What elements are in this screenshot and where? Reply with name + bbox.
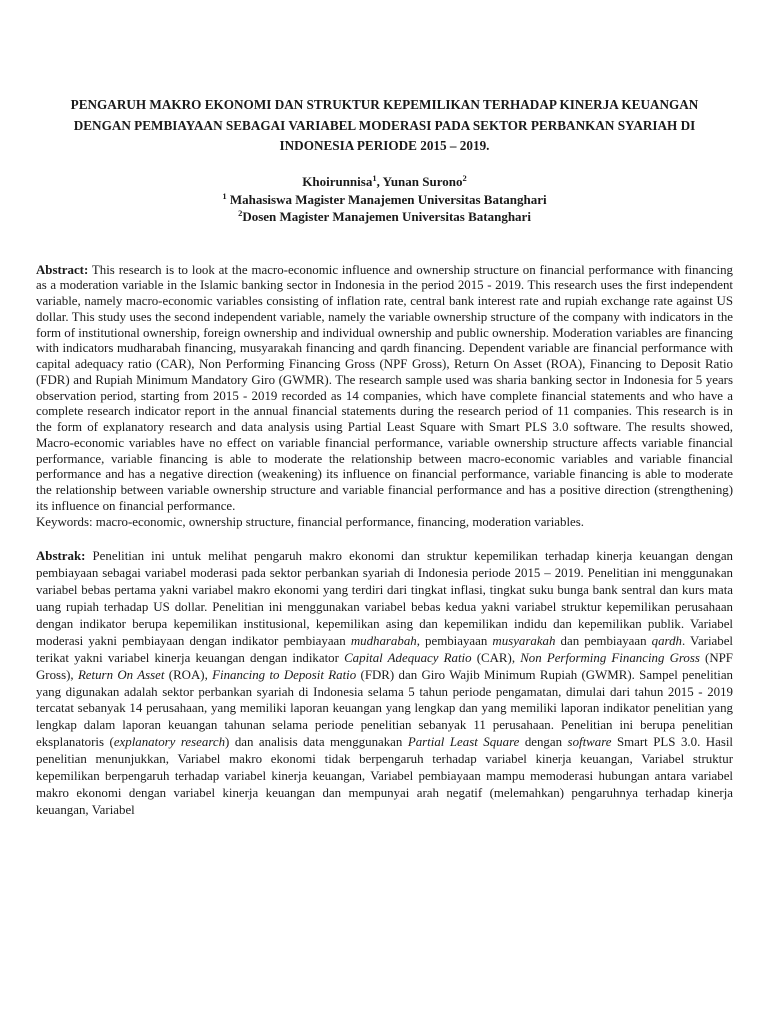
author-superscript-1: 1 — [372, 172, 377, 183]
abstract-id-italic-term: Financing to Deposit Ratio — [212, 667, 357, 682]
abstract-id-text: dengan — [519, 735, 568, 750]
abstract-id-italic-term: mudharabah — [350, 633, 417, 648]
abstract-id-text: ) dan analisis data menggunakan — [225, 735, 408, 750]
author-superscript-2: 2 — [462, 172, 467, 183]
abstract-id-text: Penelitian ini untuk melihat pengaruh makro ekonomi dan struktur kepemilikan terhadap kinerja keuangan dengan pembiayaan sebagai variabel moderasi pada sektor perbankan syariah di Indonesia periode 2015 – 2019. Penelitian ini menggunakan variabel bebas pertama yakni variabel makro ekonomi yang terdiri dari tingkat inflasi, tingkat suku bunga bank sentral dan kurs mata uang rupiah terhadap US dollar. Penelitian ini menggunakan variabel bebas kedua yakni variabel struktur kepemilikan perusahaan dengan indikator berupa kepemilikan institusional, kepemilikan asing dan kepemilikan indidu dan kepemilikan publik. Variabel moderasi yakni pembiayaan dengan indikator pembiayaan — [36, 549, 733, 648]
abstract-id-text: (ROA), — [164, 667, 213, 682]
abstract-id-italic-term: musyarakah — [492, 633, 556, 648]
abstract-english-label: Abstract: — [36, 262, 89, 277]
abstract-indonesian — [36, 548, 733, 819]
abstract-id-italic-term: Capital Adequacy Ratio — [344, 650, 472, 665]
author-name-2: Yunan Surono — [382, 173, 463, 189]
abstract-id-text: (NPF Gross), — [36, 650, 733, 682]
author-line — [36, 173, 733, 190]
affiliation-text-1: Mahasiswa Magister Manajemen Universitas Batanghari — [226, 191, 547, 207]
abstract-id-italic-term: Partial Least Square — [407, 735, 520, 750]
abstract-id-italic-term: software — [567, 735, 612, 750]
abstract-id-text: (CAR), — [471, 650, 521, 665]
abstract-id-italic-term: qardh — [651, 633, 682, 648]
abstract-id-text: (FDR) dan Giro Wajib Minimum Rupiah (GWMR). Sampel penelitian yang digunakan adalah sektor perbankan syariah di Indonesia selama 5 tahun periode pengamatan, dimulai dari tahun 2015 - 2019 tercatat sebanyak 14 perusahaan, yang memiliki laporan keuangan yang lengkap dan yang memiliki laporan indikator penelitian yang lengkap dalam laporan keuangan tahunan selama periode penelitian sebanyak 11 perusahaan. Penelitian ini berupa penelitian eksplanatoris ( — [36, 667, 734, 750]
abstract-indonesian-label: Abstrak: — [36, 549, 86, 564]
abstract-id-text: , pembiayaan — [416, 633, 493, 648]
affiliation-2 — [36, 208, 733, 225]
author-separator: , — [376, 173, 383, 189]
abstract-id-italic-term: explanatory research — [113, 735, 226, 750]
affiliation-superscript-1: 1 — [222, 190, 227, 201]
paper-title: PENGARUH MAKRO EKONOMI DAN STRUKTUR KEPEMILIKAN TERHADAP KINERJA KEUANGAN DENGAN PEMBIAYAAN SEBAGAI VARIABEL MODERASI PADA SEKTOR PERBANKAN SYARIAH DI INDONESIA PERIODE 2015 – 2019. — [70, 97, 699, 153]
abstract-english — [36, 263, 733, 515]
paper-page — [36, 95, 733, 819]
affiliation-1 — [36, 191, 733, 208]
author-name-1: Khoirunnisa — [302, 173, 373, 189]
abstract-id-text: . Variabel terikat yakni variabel kinerja keuangan dengan indikator — [36, 633, 734, 665]
abstract-id-italic-term: Return On Asset — [77, 667, 165, 682]
abstract-id-text: dan pembiayaan — [555, 633, 652, 648]
affiliation-text-2: Dosen Magister Manajemen Universitas Batanghari — [242, 208, 531, 224]
abstract-id-italic-term: Non Performing Financing Gross — [520, 650, 700, 665]
abstract-english-text: This research is to look at the macro-economic influence and ownership structure on financial performance with financing as a moderation variable in the Islamic banking sector in Indonesia in the period 2015 - 2019. This research uses the first independent variable, namely macro-economic variables consisting of inflation rate, central bank interest rate and rupiah exchange rate against US dollar. This study uses the second independent variable, namely the variable ownership structure of the company with indicators in the form of institutional ownership, foreign ownership and individual ownership and public ownership. Moderation variables are financing with indicators mudharabah financing, musyarakah financing and qardh financing. Dependent variable are financial performance with capital adequacy ratio (CAR), Non Performing Financing Gross (NPF Gross), Return On Asset (ROA), Financing to Deposit Ratio (FDR) and Rupiah Minimum Mandatory Giro (GWMR). The research sample used was sharia banking sector in Indonesia for 5 years observation period, starting from 2015 - 2019 recorded as 14 companies, which have complete financial statements and who have a complete research indicator report in the annual financial statements during the research period of 11 companies. This research is in the form of explanatory research and data analysis using Partial Least Square with Smart PLS 3.0 software. The results showed, Macro-economic variables have no effect on variable financial performance, variable ownership structure affects variable financial performance, variable financing is able to moderate the relationship between macro-economic variables and variable financial performance and has a negative direction (weakening) its influence on financial performance, variable financing is able to moderate the relationship between variable ownership structure and variable financial performance and has a positive direction (strengthening) its influence on financial performance. — [36, 262, 734, 513]
keywords: Keywords: macro-economic, ownership structure, financial performance, financing, moderation variables. — [36, 514, 585, 529]
affiliation-superscript-2: 2 — [238, 207, 243, 218]
abstract-id-text: Smart PLS 3.0. Hasil penelitian menunjukkan, Variabel makro ekonomi tidak berpengaruh terhadap variabel kinerja keuangan, Variabel struktur kepemilikan berpengaruh terhadap variabel kinerja keuangan, Variabel pembiayaan mampu memoderasi hubungan antara variabel makro ekonomi dengan variabel kinerja keuangan dan mempunyai arah negatif (melemahkan) pengaruhnya terhadap kinerja keuangan, Variabel — [36, 735, 734, 817]
